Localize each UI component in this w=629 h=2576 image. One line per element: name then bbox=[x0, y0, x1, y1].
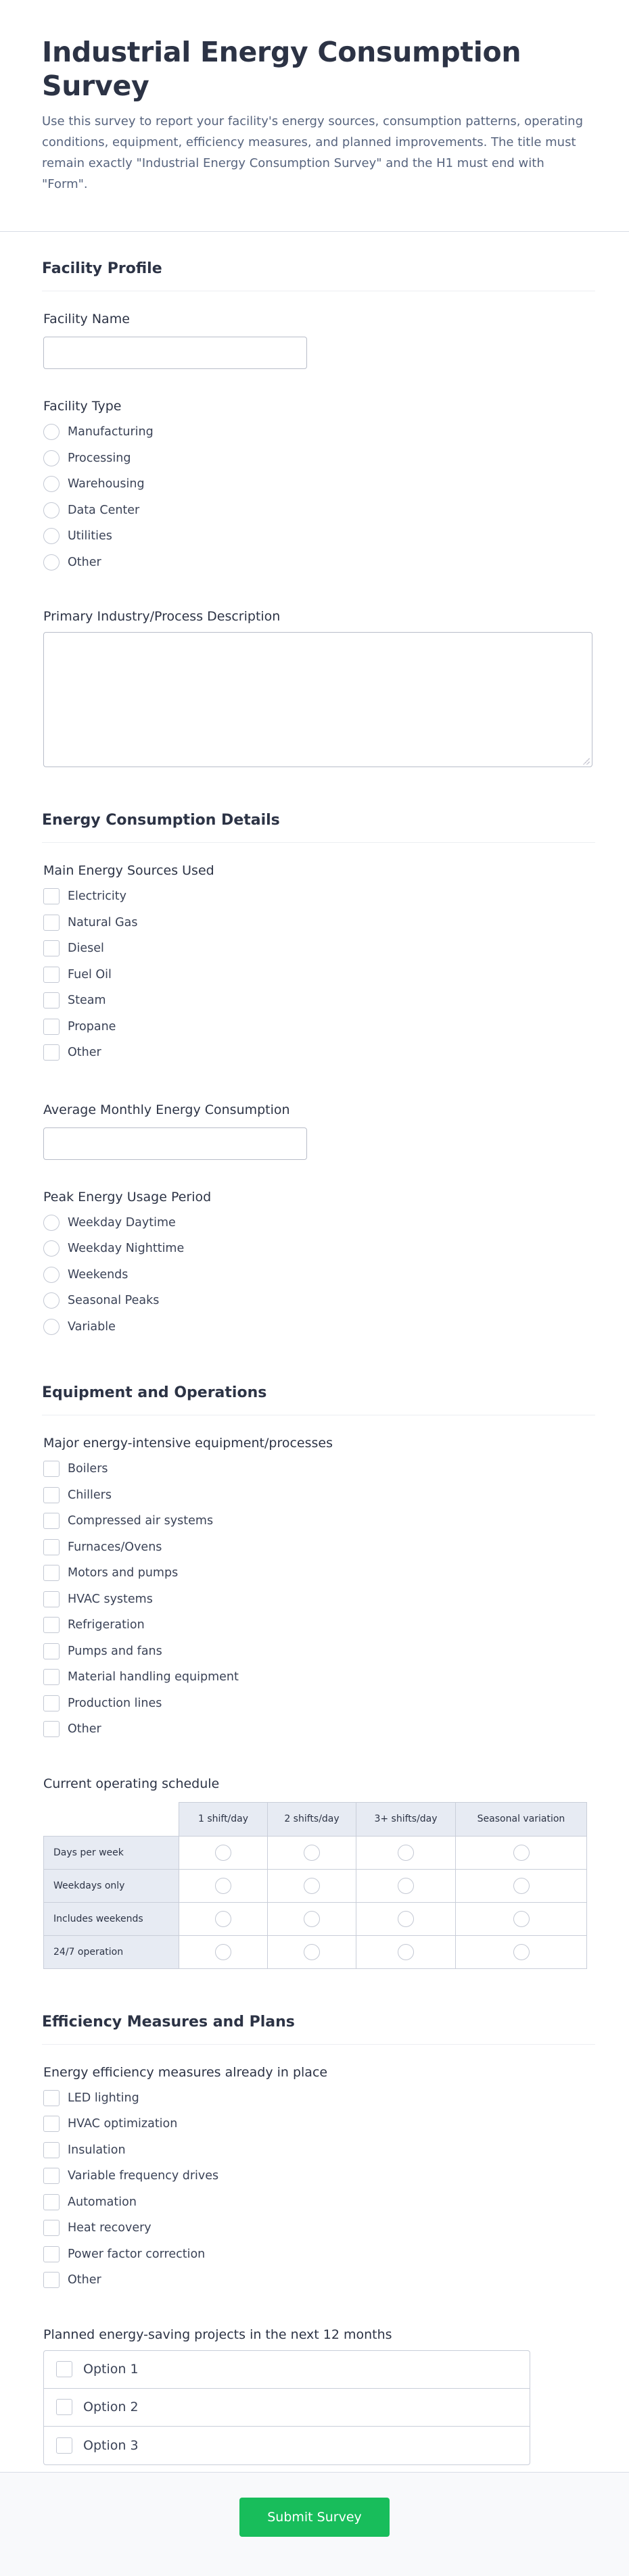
option-label: Furnaces/Ovens bbox=[68, 1540, 162, 1554]
radio-processing[interactable] bbox=[43, 450, 60, 466]
monthly-consumption-input[interactable] bbox=[43, 1127, 307, 1160]
checkbox-automation[interactable] bbox=[43, 2194, 60, 2210]
option-insulation[interactable] bbox=[43, 2137, 594, 2164]
checkbox-other[interactable] bbox=[43, 1044, 60, 1061]
option-furnaces-ovens[interactable] bbox=[43, 1534, 594, 1561]
matrix-radio-days-per-week-seasonal-variation[interactable] bbox=[513, 1845, 530, 1861]
matrix-row-weekdays-only bbox=[44, 1869, 587, 1902]
planned-projects-field bbox=[42, 2300, 594, 2472]
matrix-cell bbox=[179, 1902, 268, 1935]
radio-other[interactable] bbox=[43, 554, 60, 570]
matrix-cell bbox=[179, 1869, 268, 1902]
option-pumps-and-fans[interactable] bbox=[43, 1638, 594, 1665]
matrix-radio-weekdays-only-1-shift-day[interactable] bbox=[215, 1878, 231, 1894]
option-chillers[interactable] bbox=[43, 1482, 594, 1509]
form-footer bbox=[0, 2472, 629, 2576]
matrix-row-days-per-week bbox=[44, 1836, 587, 1869]
option-variable[interactable] bbox=[43, 1314, 594, 1340]
option-label: Other bbox=[68, 1722, 101, 1736]
option-label: Power factor correction bbox=[68, 2247, 206, 2261]
resize-handle-icon[interactable] bbox=[583, 758, 590, 764]
checkbox-steam[interactable] bbox=[43, 992, 60, 1008]
major-equipment-options bbox=[43, 1456, 594, 1743]
option-label: Heat recovery bbox=[68, 2221, 152, 2235]
option-natural-gas[interactable] bbox=[43, 910, 594, 936]
process-description-textarea[interactable] bbox=[43, 632, 592, 767]
option-label: Weekends bbox=[68, 1267, 129, 1282]
option-label: Electricity bbox=[68, 890, 126, 904]
option-label: Propane bbox=[68, 1019, 116, 1034]
matrix-cell bbox=[179, 1836, 268, 1869]
planned-item-option-3[interactable] bbox=[44, 2427, 530, 2464]
option-manufacturing[interactable] bbox=[43, 419, 594, 445]
option-label: Diesel bbox=[68, 942, 104, 956]
option-fuel-oil[interactable] bbox=[43, 962, 594, 988]
option-data-center[interactable] bbox=[43, 497, 594, 524]
matrix-radio-includes-weekends-2-shifts-day[interactable] bbox=[304, 1911, 320, 1927]
option-label: Warehousing bbox=[68, 477, 145, 491]
option-utilities[interactable] bbox=[43, 523, 594, 550]
matrix-radio-24-7-operation-2-shifts-day[interactable] bbox=[304, 1944, 320, 1960]
radio-variable[interactable] bbox=[43, 1319, 60, 1335]
matrix-cell bbox=[456, 1869, 587, 1902]
option-label: Automation bbox=[68, 2195, 137, 2209]
operating-schedule-matrix bbox=[43, 1802, 587, 1969]
operating-schedule-label: Current operating schedule bbox=[43, 1776, 220, 1791]
checkbox-variable-frequency-drives[interactable] bbox=[43, 2168, 60, 2184]
option-compressed-air-systems[interactable] bbox=[43, 1508, 594, 1534]
option-weekday-nighttime[interactable] bbox=[43, 1236, 594, 1262]
option-label: HVAC optimization bbox=[68, 2117, 178, 2131]
checkbox-compressed-air-systems[interactable] bbox=[43, 1513, 60, 1529]
option-weekday-daytime[interactable] bbox=[43, 1210, 594, 1236]
page-title: Industrial Energy Consumption Survey bbox=[42, 36, 521, 102]
checkbox-motors-and-pumps[interactable] bbox=[43, 1565, 60, 1581]
matrix-radio-24-7-operation-1-shift-day[interactable] bbox=[215, 1944, 231, 1960]
matrix-row-includes-weekends bbox=[44, 1902, 587, 1935]
radio-manufacturing[interactable] bbox=[43, 424, 60, 440]
checkbox-option-2[interactable] bbox=[56, 2399, 72, 2415]
process-description-label: Primary Industry/Process Description bbox=[43, 609, 281, 624]
checkbox-diesel[interactable] bbox=[43, 940, 60, 956]
radio-warehousing[interactable] bbox=[43, 476, 60, 492]
option-processing[interactable] bbox=[43, 445, 594, 472]
option-label: Seasonal Peaks bbox=[68, 1294, 160, 1308]
efficiency-measures-label: Energy efficiency measures already in place bbox=[43, 2064, 328, 2080]
planned-item-label: Option 2 bbox=[83, 2400, 139, 2414]
option-warehousing[interactable] bbox=[43, 471, 594, 497]
monthly-consumption-field bbox=[42, 1073, 594, 1167]
checkbox-hvac-systems[interactable] bbox=[43, 1591, 60, 1607]
option-label: Manufacturing bbox=[68, 425, 154, 439]
option-boilers[interactable] bbox=[43, 1456, 594, 1482]
form-description: Use this survey to report your facility's energy sources, consumption patterns, operating conditions, equipment, efficiency measures, and planned improvements. The title must remain exactly "Industrial Energy Consumption Survey" and the H1 must end with "Form". bbox=[42, 114, 584, 191]
radio-utilities[interactable] bbox=[43, 528, 60, 544]
checkbox-fuel-oil[interactable] bbox=[43, 967, 60, 983]
matrix-radio-weekdays-only-2-shifts-day[interactable] bbox=[304, 1878, 320, 1894]
option-label: LED lighting bbox=[68, 2091, 139, 2105]
checkbox-chillers[interactable] bbox=[43, 1487, 60, 1503]
option-seasonal-peaks[interactable] bbox=[43, 1288, 594, 1314]
checkbox-option-1[interactable] bbox=[56, 2361, 72, 2377]
form-body bbox=[0, 232, 629, 2472]
option-label: Other bbox=[68, 555, 101, 569]
matrix-column-1-shift-day: 1 shift/day bbox=[179, 1802, 268, 1836]
option-variable-frequency-drives[interactable] bbox=[43, 2163, 594, 2189]
matrix-cell bbox=[356, 1869, 456, 1902]
checkbox-power-factor-correction[interactable] bbox=[43, 2246, 60, 2262]
matrix-radio-includes-weekends-3-shifts-day[interactable] bbox=[398, 1911, 414, 1927]
efficiency-measures-options bbox=[43, 2085, 594, 2293]
checkbox-material-handling-equipment[interactable] bbox=[43, 1669, 60, 1685]
facility-name-input[interactable] bbox=[43, 337, 307, 369]
planned-item-label: Option 3 bbox=[83, 2437, 139, 2453]
option-label: Natural Gas bbox=[68, 915, 138, 929]
option-label: Material handling equipment bbox=[68, 1670, 239, 1684]
facility-type-options bbox=[43, 419, 594, 575]
radio-data-center[interactable] bbox=[43, 502, 60, 518]
matrix-row-label: Weekdays only bbox=[44, 1869, 179, 1902]
option-label: Processing bbox=[68, 451, 131, 465]
matrix-radio-days-per-week-2-shifts-day[interactable] bbox=[304, 1845, 320, 1861]
option-steam[interactable] bbox=[43, 988, 594, 1014]
efficiency-measures-field bbox=[42, 2045, 594, 2300]
option-automation[interactable] bbox=[43, 2189, 594, 2216]
matrix-cell bbox=[268, 1902, 356, 1935]
checkbox-heat-recovery[interactable] bbox=[43, 2220, 60, 2236]
facility-type-label: Facility Type bbox=[43, 399, 122, 414]
option-label: Motors and pumps bbox=[68, 1566, 179, 1580]
matrix-radio-days-per-week-1-shift-day[interactable] bbox=[215, 1845, 231, 1861]
option-motors-and-pumps[interactable] bbox=[43, 1560, 594, 1586]
option-label: Weekday Nighttime bbox=[68, 1242, 185, 1256]
option-label: Weekday Daytime bbox=[68, 1215, 176, 1230]
section-title-efficiency-measures: Efficiency Measures and Plans bbox=[42, 1976, 595, 2045]
major-equipment-label: Major energy-intensive equipment/processes bbox=[43, 1436, 333, 1451]
matrix-radio-24-7-operation-seasonal-variation[interactable] bbox=[513, 1944, 530, 1960]
matrix-cell bbox=[356, 1836, 456, 1869]
matrix-radio-days-per-week-3-shifts-day[interactable] bbox=[398, 1845, 414, 1861]
option-label: Refrigeration bbox=[68, 1618, 145, 1632]
option-heat-recovery[interactable] bbox=[43, 2215, 594, 2241]
option-label: Pumps and fans bbox=[68, 1644, 162, 1658]
submit-survey-button[interactable]: Submit Survey bbox=[239, 2498, 390, 2537]
checkbox-pumps-and-fans[interactable] bbox=[43, 1643, 60, 1659]
matrix-cell bbox=[268, 1935, 356, 1968]
option-hvac-systems[interactable] bbox=[43, 1586, 594, 1613]
option-weekends[interactable] bbox=[43, 1262, 594, 1288]
option-led-lighting[interactable] bbox=[43, 2085, 594, 2112]
checkbox-furnaces-ovens[interactable] bbox=[43, 1539, 60, 1555]
matrix-row-label: Days per week bbox=[44, 1836, 179, 1869]
option-power-factor-correction[interactable] bbox=[43, 2241, 594, 2268]
option-label: Compressed air systems bbox=[68, 1514, 214, 1528]
planned-projects-label: Planned energy-saving projects in the next 12 months bbox=[43, 2327, 392, 2342]
radio-weekday-daytime[interactable] bbox=[43, 1215, 60, 1231]
option-other[interactable] bbox=[43, 1040, 594, 1066]
monthly-consumption-label: Average Monthly Energy Consumption bbox=[43, 1102, 290, 1117]
option-label: Utilities bbox=[68, 529, 112, 543]
option-other[interactable] bbox=[43, 550, 594, 576]
process-description-field bbox=[42, 582, 594, 774]
matrix-body bbox=[44, 1836, 587, 1968]
option-label: Insulation bbox=[68, 2143, 126, 2157]
matrix-row-label: Includes weekends bbox=[44, 1902, 179, 1935]
checkbox-other[interactable] bbox=[43, 2272, 60, 2288]
checkbox-refrigeration[interactable] bbox=[43, 1617, 60, 1633]
checkbox-propane[interactable] bbox=[43, 1019, 60, 1035]
option-label: Chillers bbox=[68, 1488, 112, 1502]
checkbox-insulation[interactable] bbox=[43, 2142, 60, 2158]
radio-weekday-nighttime[interactable] bbox=[43, 1240, 60, 1257]
option-material-handling-equipment[interactable] bbox=[43, 1664, 594, 1691]
peak-usage-label: Peak Energy Usage Period bbox=[43, 1189, 212, 1205]
section-title-energy-consumption: Energy Consumption Details bbox=[42, 774, 595, 843]
peak-usage-field bbox=[42, 1167, 594, 1347]
radio-weekends[interactable] bbox=[43, 1267, 60, 1283]
checkbox-electricity[interactable] bbox=[43, 888, 60, 904]
option-label: Boilers bbox=[68, 1462, 108, 1476]
facility-name-field bbox=[42, 291, 594, 376]
planned-item-option-2[interactable] bbox=[44, 2389, 530, 2427]
option-label: HVAC systems bbox=[68, 1592, 153, 1606]
option-hvac-optimization[interactable] bbox=[43, 2111, 594, 2137]
checkbox-natural-gas[interactable] bbox=[43, 915, 60, 931]
planned-item-label: Option 1 bbox=[83, 2362, 139, 2377]
matrix-cell bbox=[356, 1902, 456, 1935]
option-electricity[interactable] bbox=[43, 883, 594, 910]
radio-seasonal-peaks[interactable] bbox=[43, 1292, 60, 1309]
matrix-cell bbox=[456, 1935, 587, 1968]
matrix-radio-includes-weekends-seasonal-variation[interactable] bbox=[513, 1911, 530, 1927]
option-label: Variable frequency drives bbox=[68, 2169, 219, 2183]
planned-projects-list bbox=[43, 2350, 530, 2465]
checkbox-option-3[interactable] bbox=[56, 2437, 72, 2454]
matrix-row-24-7-operation bbox=[44, 1935, 587, 1968]
facility-type-field bbox=[42, 376, 594, 582]
matrix-column-2-shifts-day: 2 shifts/day bbox=[268, 1802, 356, 1836]
option-label: Variable bbox=[68, 1319, 116, 1334]
matrix-column-seasonal-variation: Seasonal variation bbox=[456, 1802, 587, 1836]
section-title-facility-profile: Facility Profile bbox=[42, 232, 595, 291]
option-label: Other bbox=[68, 1046, 101, 1060]
matrix-radio-includes-weekends-1-shift-day[interactable] bbox=[215, 1911, 231, 1927]
checkbox-other[interactable] bbox=[43, 1721, 60, 1737]
option-label: Data Center bbox=[68, 503, 140, 517]
option-label: Other bbox=[68, 2273, 101, 2287]
energy-sources-field bbox=[42, 843, 594, 1073]
option-refrigeration[interactable] bbox=[43, 1612, 594, 1638]
option-label: Fuel Oil bbox=[68, 967, 112, 981]
matrix-cell bbox=[456, 1902, 587, 1935]
planned-item-option-1[interactable] bbox=[44, 2351, 530, 2389]
operating-schedule-field bbox=[42, 1749, 594, 1976]
matrix-radio-weekdays-only-seasonal-variation[interactable] bbox=[513, 1878, 530, 1894]
matrix-cell bbox=[356, 1935, 456, 1968]
checkbox-production-lines[interactable] bbox=[43, 1695, 60, 1711]
matrix-row-label: 24/7 operation bbox=[44, 1935, 179, 1968]
matrix-corner bbox=[44, 1802, 179, 1836]
matrix-header-row bbox=[44, 1802, 587, 1836]
option-label: Steam bbox=[68, 994, 106, 1008]
matrix-column-3-shifts-day: 3+ shifts/day bbox=[356, 1802, 456, 1836]
checkbox-boilers[interactable] bbox=[43, 1461, 60, 1477]
option-propane[interactable] bbox=[43, 1014, 594, 1040]
matrix-radio-24-7-operation-3-shifts-day[interactable] bbox=[398, 1944, 414, 1960]
energy-sources-label: Main Energy Sources Used bbox=[43, 863, 214, 878]
matrix-radio-weekdays-only-3-shifts-day[interactable] bbox=[398, 1878, 414, 1894]
peak-usage-options bbox=[43, 1210, 594, 1340]
option-diesel[interactable] bbox=[43, 935, 594, 962]
checkbox-hvac-optimization[interactable] bbox=[43, 2116, 60, 2132]
form-header bbox=[0, 0, 629, 232]
option-production-lines[interactable] bbox=[43, 1691, 594, 1717]
energy-sources-options bbox=[43, 883, 594, 1066]
matrix-cell bbox=[268, 1836, 356, 1869]
option-label: Production lines bbox=[68, 1696, 162, 1710]
facility-name-label: Facility Name bbox=[43, 312, 130, 326]
major-equipment-field bbox=[42, 1415, 594, 1749]
section-title-equipment-operations: Equipment and Operations bbox=[42, 1346, 595, 1415]
checkbox-led-lighting[interactable] bbox=[43, 2090, 60, 2106]
option-other[interactable] bbox=[43, 2267, 594, 2293]
option-other[interactable] bbox=[43, 1716, 594, 1743]
matrix-cell bbox=[456, 1836, 587, 1869]
matrix-cell bbox=[179, 1935, 268, 1968]
matrix-cell bbox=[268, 1869, 356, 1902]
